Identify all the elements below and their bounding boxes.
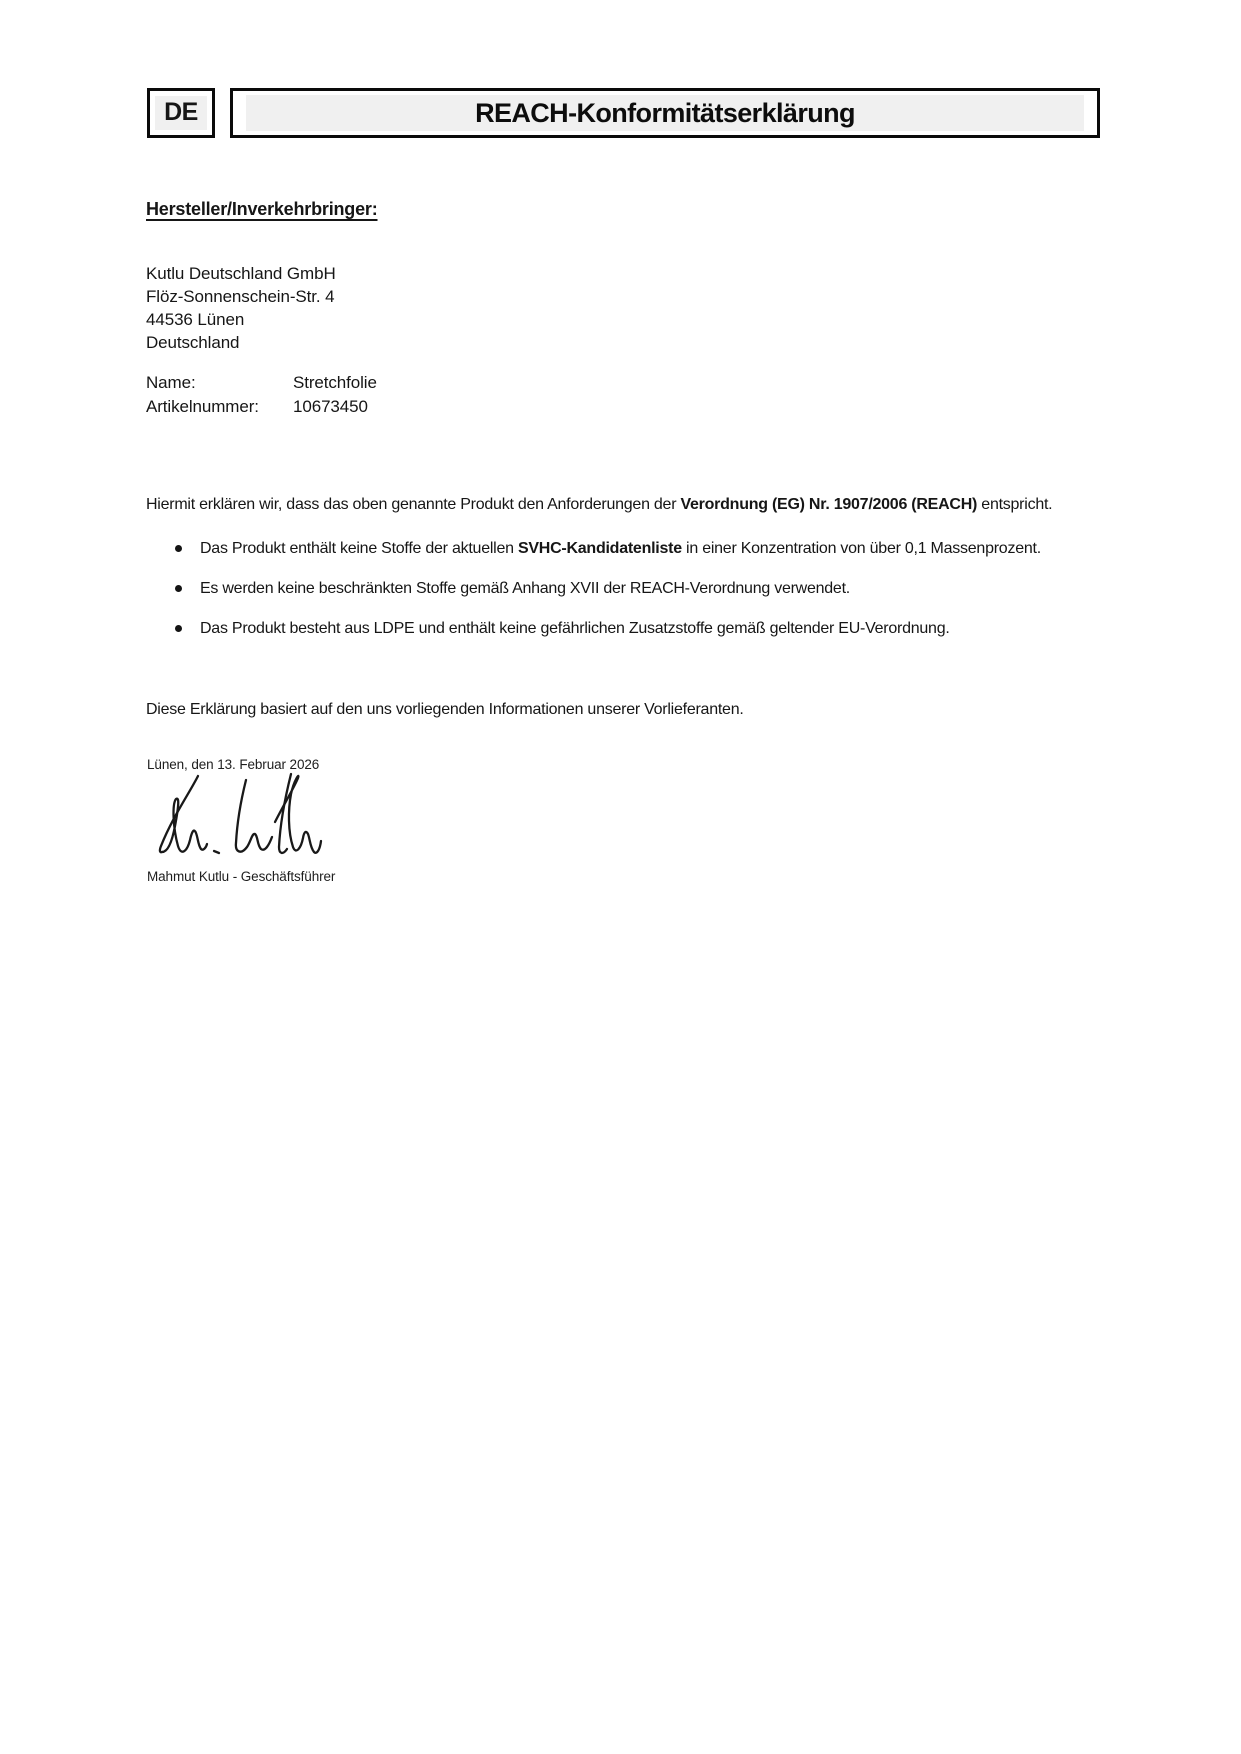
place-date-line: Lünen, den 13. Februar 2026 — [147, 757, 320, 772]
field-label-article-number: Artikelnummer: — [146, 397, 259, 416]
document-title: REACH-Konformitätserklärung — [475, 97, 855, 128]
bullet-item-ldpe — [146, 616, 1058, 641]
field-row-article-number — [146, 395, 377, 419]
address-line-street: Flöz-Sonnenschein-Str. 4 — [146, 287, 335, 306]
field-value-article-number: 10673450 — [293, 397, 368, 416]
bullet-text-prefix: Das Produkt besteht aus LDPE und enthält keine gefährlichen Zusatzstoffe gemäß geltender EU-Verordnung. — [200, 620, 950, 637]
bullet-text-bold: SVHC-Kandidatenliste — [517, 540, 682, 557]
signer-name-line: Mahmut Kutlu - Geschäftsführer — [147, 869, 336, 884]
declaration-intro-suffix: entspricht. — [977, 496, 1053, 513]
bullet-item-annex-xvii — [146, 576, 1058, 601]
document-title-background — [246, 95, 1084, 131]
declaration-intro-regulation: Verordnung (EG) Nr. 1907/2006 (REACH) — [680, 496, 978, 513]
bullet-text-prefix: Es werden keine beschränkten Stoffe gemäß Anhang XVII der REACH-Verordnung verwendet. — [200, 580, 850, 597]
field-row-name — [146, 371, 377, 395]
declaration-intro — [146, 492, 1058, 517]
product-fields — [146, 371, 377, 419]
manufacturer-address — [146, 262, 336, 354]
signature-strokes — [148, 768, 323, 868]
declaration-intro-prefix: Hiermit erklären wir, dass das oben genannte Produkt den Anforderungen der — [146, 496, 681, 513]
bullet-item-svhc — [146, 536, 1058, 561]
bullet-text-suffix: in einer Konzentration von über 0,1 Massenprozent. — [681, 540, 1041, 557]
address-line-company: Kutlu Deutschland GmbH — [146, 264, 336, 283]
address-line-city: 44536 Lünen — [146, 310, 245, 329]
language-badge — [147, 88, 215, 138]
declaration-bullet-list — [146, 536, 1058, 656]
bullet-icon — [175, 585, 182, 592]
signature-image — [148, 768, 323, 868]
bullet-icon — [175, 545, 182, 552]
manufacturer-heading: Hersteller/Inverkehrbringer: — [146, 199, 378, 219]
field-label-name: Name: — [146, 373, 196, 392]
document-title-box — [230, 88, 1100, 138]
address-line-country: Deutschland — [146, 333, 240, 352]
declaration-closing: Diese Erklärung basiert auf den uns vorliegenden Informationen unserer Vorlieferanten. — [146, 701, 744, 718]
bullet-text-prefix: Das Produkt enthält keine Stoffe der aktuellen — [200, 540, 518, 557]
language-badge-label: DE — [155, 96, 207, 130]
field-value-name: Stretchfolie — [293, 373, 377, 392]
bullet-icon — [175, 625, 182, 632]
